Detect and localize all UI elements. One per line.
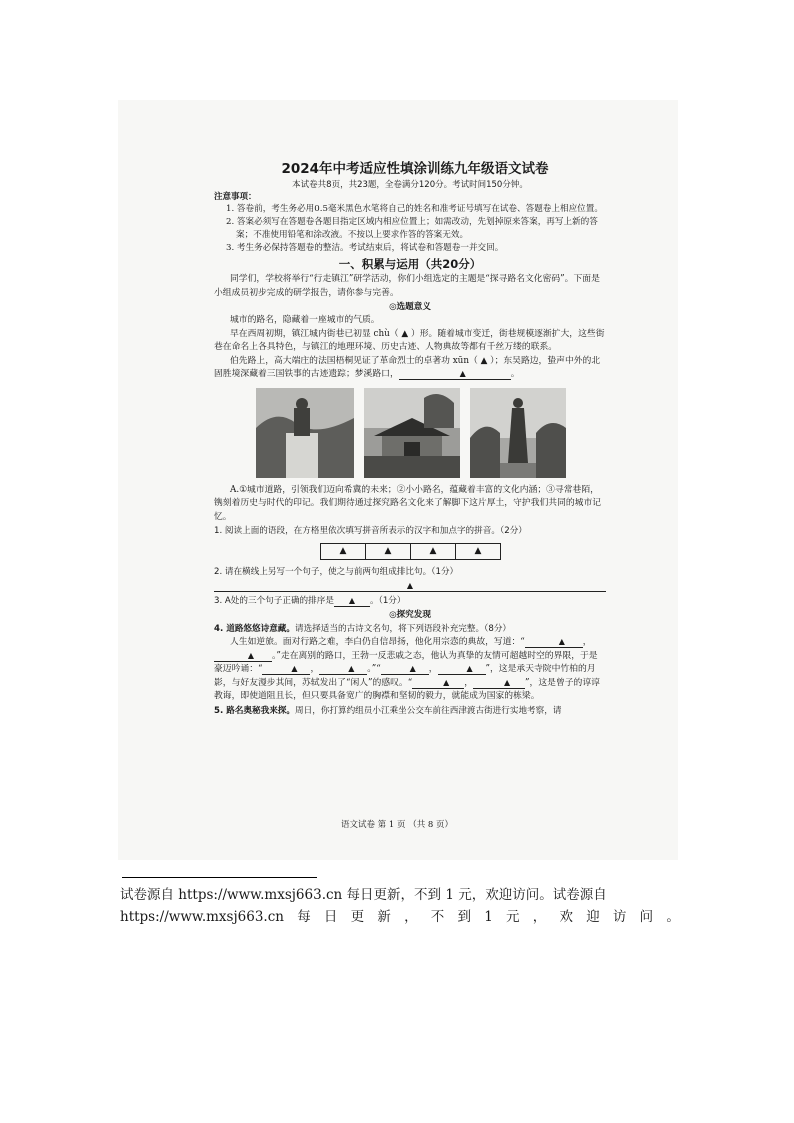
question-points: 。（1分） xyxy=(369,596,406,606)
paragraph: 伯先路上，高大端庄的法国梧桐见证了革命烈士的卓著功 xūn（ ▲ ）；东吴路边，蛰声中外的北固胜境深藏着三国铁事的古迹遗踪；梦溪路口， ▲ 。 xyxy=(214,355,601,379)
source-notice-line-1: 试卷源自 https://www.mxsj663.cn 每日更新，不到 1 元，欢迎访问。试卷源自 xyxy=(120,887,607,903)
exam-title: 2024年中考适应性填涂训练九年级语文试卷 xyxy=(281,161,549,177)
gate-pavilion-photo xyxy=(364,388,460,478)
answer-blank xyxy=(214,651,272,662)
notes-heading: 注意事项： xyxy=(214,192,257,202)
notice-char: 迎 xyxy=(586,909,600,925)
notice-char: 不 xyxy=(430,909,445,925)
answer-box: ▲ xyxy=(410,543,455,560)
notice-char: 欢 xyxy=(559,909,573,925)
notice-char: 新 xyxy=(377,909,391,925)
answer-marker: ▲ xyxy=(503,677,511,687)
exam-paper xyxy=(214,160,606,718)
passage-text: ”，这是曾子的谆谆教诲，即使道阻且长，但只要具备宽广的胸襟和坚韧的毅力，就能成为国家的栋梁。 xyxy=(214,677,600,701)
notice-char: 元 xyxy=(506,909,520,925)
answer-marker: ▲ xyxy=(443,677,450,687)
page-footer: 语文试卷 第 1 页 （共 8 页） xyxy=(340,820,454,830)
question-label: 5. 路名奥秘我来探。 xyxy=(214,705,295,716)
answer-blank xyxy=(381,664,429,675)
answer-marker: ▲ xyxy=(466,664,473,673)
notice-char: 到 xyxy=(457,909,471,925)
note-item: 1. 答卷前，考生务必用0.5毫米黑色水笔将自己的姓名和准考证号填写在试卷、答题卷上相应位置。 xyxy=(226,204,603,214)
answer-box: ▲ xyxy=(365,543,410,560)
question-1: 1. 阅读上面的语段，在方格里依次填写拼音所表示的汉字和加点字的拼音。（2分） xyxy=(214,526,527,536)
passage-text: 。”“ xyxy=(367,664,381,674)
intro-paragraph: 同学们，学校将举行“行走镇江”研学活动，你们小组选定的主题是“探寻路名文化密码”。下面是小组成员初步完成的研学报告，请你参与完善。 xyxy=(214,274,600,298)
notice-char: 访 xyxy=(612,909,627,925)
section-title: 一、积累与运用（共20分） xyxy=(338,257,482,271)
question-4 xyxy=(214,622,606,636)
passage-text: 人生如逆旅。面对行路之难，李白仍自信昂扬，他化用宗悫的典故，写道：“ xyxy=(230,637,525,647)
notice-char: 每 xyxy=(297,909,311,925)
question-3 xyxy=(214,594,606,608)
passage-text: 。”走在离别的路口，王勃一反悲戚之态，他认为真挚的友情可超越时空的界限，于是豪迈吟诵：“ xyxy=(214,650,598,674)
question-text: 请选择适当的古诗文名句，将下列语段补充完整。（8分） xyxy=(295,624,512,634)
answer-blank xyxy=(525,637,583,648)
note-item: 2. 答案必须写在答题卷各题目指定区域内相应位置上；如需改动，先划掉原来答案，再写上新的答案；不准使用铅笔和涂改液。不按以上要求作答的答案无效。 xyxy=(226,217,598,240)
photo-row xyxy=(214,388,606,480)
notice-char: ， xyxy=(532,909,547,925)
question-2: 2. 请在横线上另写一个句子，使之与前两句组成排比句。（1分） xyxy=(214,567,459,577)
answer-box: ▲ xyxy=(455,543,501,560)
exam-subtitle: 本试卷共8页，共23题，全卷满分120分。考试时间150分钟。 xyxy=(292,180,528,190)
question-text: 周日，你打算约组员小江乘坐公交车前往西津渡古街进行实地考察，请 xyxy=(295,705,562,716)
question-4-passage: 人生如逆旅。面对行路之难，李白仍自信昂扬，他化用宗悫的典故，写道：“ ▲ ，▲ 。”走在离别的路口，王勃一反悲戚之态，他认为真挚的友情可超越时空的界限，于是豪迈吟诵：“ ▲ ， ▲ 。”“ ▲ ， ▲ ”，这是承天寺院中竹柏的月影，与好友漫步其间，苏轼发出了“闲人”的感叹。“ ▲ ， ▲ ”，这是曾子的谆谆教诲，即使道阻且长，但只要具备宽广的胸襟和坚韧的毅力，就能成为国家的栋梁。 xyxy=(214,637,600,701)
question-text: 3. A处的三个句子正确的排序是 xyxy=(214,596,334,606)
question-5 xyxy=(214,704,606,718)
answer-marker: ▲ xyxy=(409,664,416,673)
answer-blank xyxy=(399,369,511,380)
source-notice-line-2 xyxy=(120,908,680,927)
answer-blank xyxy=(262,664,310,675)
source-url-link[interactable]: https://www.mxsj663.cn xyxy=(120,909,284,925)
question-label: 4. 道路悠悠诗意藏。 xyxy=(214,624,295,634)
paragraph: 城市的路名，隐藏着一座城市的气质。 xyxy=(230,315,380,325)
divider xyxy=(122,877,317,878)
notice-char: 。 xyxy=(666,909,680,925)
notice-char: 问 xyxy=(639,909,654,925)
answer-marker: ▲ xyxy=(247,650,255,660)
answer-boxes xyxy=(320,543,606,560)
answer-marker: ▲ xyxy=(558,637,565,646)
monument-statue-photo xyxy=(256,388,354,478)
paragraph: 早在西周初期，镇江城内街巷已初显 chù（ ▲ ）形。随着城市变迁，街巷规模逐渐扩大，这些街巷在命名上各具特色，与镇江的地理环境、历史古迹、人物典故等都有千丝万缕的联系。 xyxy=(214,328,605,352)
statue-trees-photo xyxy=(470,388,566,478)
answer-blank xyxy=(438,664,486,675)
answer-line xyxy=(214,581,606,592)
answer-marker: ▲ xyxy=(459,369,466,378)
notice-char: 1 xyxy=(484,909,493,925)
notice-char: 日 xyxy=(323,909,338,925)
notice-char: 更 xyxy=(350,909,365,925)
answer-marker: ▲ xyxy=(406,581,414,590)
answer-blank xyxy=(319,664,367,675)
answer-marker: ▲ xyxy=(291,664,298,673)
paragraph-text: 伯先路上，高大端庄的法国梧桐见证了革命烈士的卓著功 xūn（ ▲ ）；东吴路边，蛰声中外的北固胜境深藏着三国铁事的古迹遗踪；梦溪路口， xyxy=(214,355,601,379)
answer-marker: ▲ xyxy=(348,596,356,605)
answer-blank xyxy=(334,596,370,607)
subheading-topic: ◎选题意义 xyxy=(389,302,431,312)
answer-blank xyxy=(412,678,464,689)
paragraph-a: A.①城市道路，引领我们迈向希冀的未来；②小小路名，蕴藏着丰富的文化内涵；③寻常巷陌，镌刻着历史与时代的印记。我们期待通过探究路名文化来了解脚下这片厚土，守护我们共同的城市记忆。 xyxy=(214,484,602,522)
passage-text: ”，这是承天寺院中竹柏的月影，与好友漫步其间，苏轼发出了“闲人”的感叹。“ xyxy=(214,664,596,688)
note-item: 3. 考生务必保持答题卷的整洁。考试结束后，将试卷和答题卷一并交回。 xyxy=(226,243,504,253)
subheading-explore: ◎探究发现 xyxy=(389,610,431,620)
answer-box: ▲ xyxy=(320,543,365,560)
answer-blank xyxy=(473,678,525,689)
answer-marker: ▲ xyxy=(348,664,355,673)
notice-char: ， xyxy=(404,909,418,925)
